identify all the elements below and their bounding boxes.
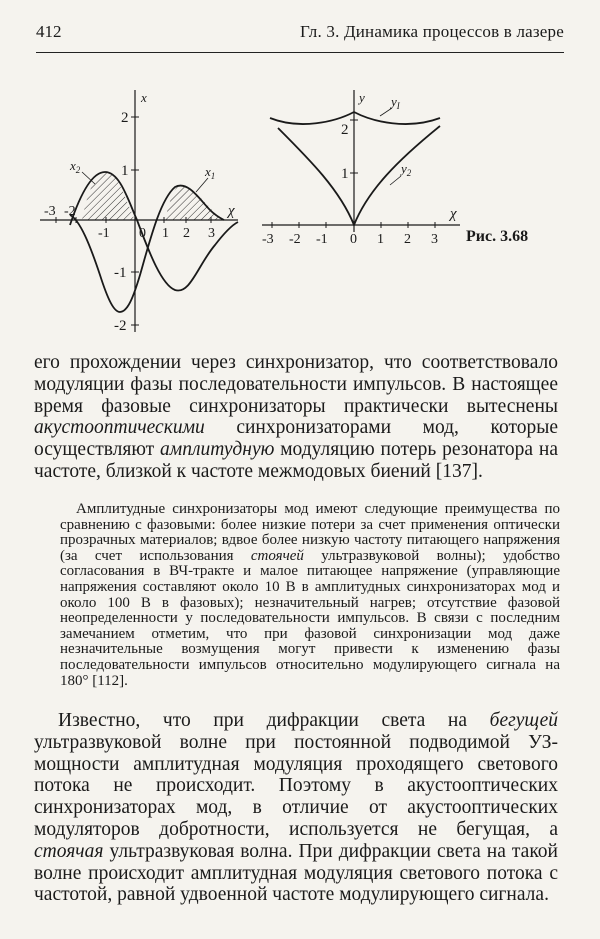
paragraph-3: Известно, что при дифракции света на бегущей ультразвуковой волне при постоянной подводимой УЗ-мощности амплитудная модуляция проходящего светового потока не происходит. Поэтому в акустооптических синхронизаторах мод, в отличие от акустооптических модуляторов добротности, используется не бегущая, а стоячая ультразвуковая волна. При дифракции света на такой волне происходит амплитудная модуляция светового потока с частотой, равной удвоенной частоте модулирующего сигнала. [34,710,558,906]
leader-y2 [390,176,401,185]
curve-y2 [278,126,440,225]
tick-label: -3 [262,232,274,247]
tick-label: 0 [139,226,146,241]
figure-caption: Рис. 3.68 [466,228,529,245]
tick-label: -1 [114,265,127,281]
header-rule [36,52,564,53]
curve-label-x1: $x_1$ [205,164,216,181]
tick-label: 1 [341,166,349,182]
tick-label: 2 [341,122,349,138]
tick-label: -1 [316,232,328,247]
running-head: Гл. 3. Динамика процессов в лазере [300,22,564,41]
tick-label: -2 [64,204,76,219]
curve-label-y1: $y_I$ [391,94,400,111]
tick-label: 2 [404,232,411,247]
left-plot [40,90,238,334]
tick-label: 0 [350,232,357,247]
paragraph-2-small-print: Амплитудные синхронизаторы мод имеют следующие преимущества по сравнению с фазовыми: более низкие потери за счет применения оптически прозрачных материалов; вдвое более низкую частоту питающего напряжения (за счет использования стоячей ультразвуковой волны); удобство согласования в ВЧ-тракте и малое питающее напряжение (управляющие напряжения составляют около 10 В в амплитудных синхронизаторах мод и около 100 В в фазовых); незначительный нагрев; отсутствие фазовой неопределенности у последовательности импульсов. В связи с последним замечанием отметим, что при фазовой синхронизации мод даже незначительные возмущения могут привести к изменению фазы последовательности импульсов относительно модулирующего сигнала на 180° [112]. [60,501,560,689]
right-plot [262,90,460,247]
tick-label: 3 [431,232,438,247]
tick-label: -1 [98,226,110,241]
left-y-axis-label: x [141,90,147,105]
page-header [36,22,564,54]
tick-label: -2 [289,232,301,247]
paragraph-1: его прохождении через синхронизатор, что соответствовало модуляции фазы последовательности импульсов. В настоящее время фазовые синхронизаторы практически вытеснены акустооптическими синхронизаторами мод, которые осуществляют амплитудную модуляцию потерь резонатора на частоте, близкой к частоте межмодовых биений [137]. [34,352,558,482]
tick-label: 1 [162,226,169,241]
tick-label: -3 [44,204,56,219]
tick-label: 1 [377,232,384,247]
left-x-axis-label: χ [228,203,235,219]
right-y-axis-label: y [359,90,365,105]
tick-label: 2 [121,110,129,126]
leader-x1 [196,178,208,192]
tick-label: -2 [114,318,127,334]
figure-3-68 [0,60,600,350]
tick-label: 2 [183,226,190,241]
page-number: 412 [36,22,62,41]
curve-label-y2: $y_2$ [401,161,412,178]
right-x-axis-label: χ [450,206,457,222]
leader-y1 [380,108,392,116]
tick-label: 1 [121,163,129,179]
curve-label-x2: $x_2$ [70,158,81,175]
curve-y1 [270,112,440,124]
tick-label: 3 [208,226,215,241]
